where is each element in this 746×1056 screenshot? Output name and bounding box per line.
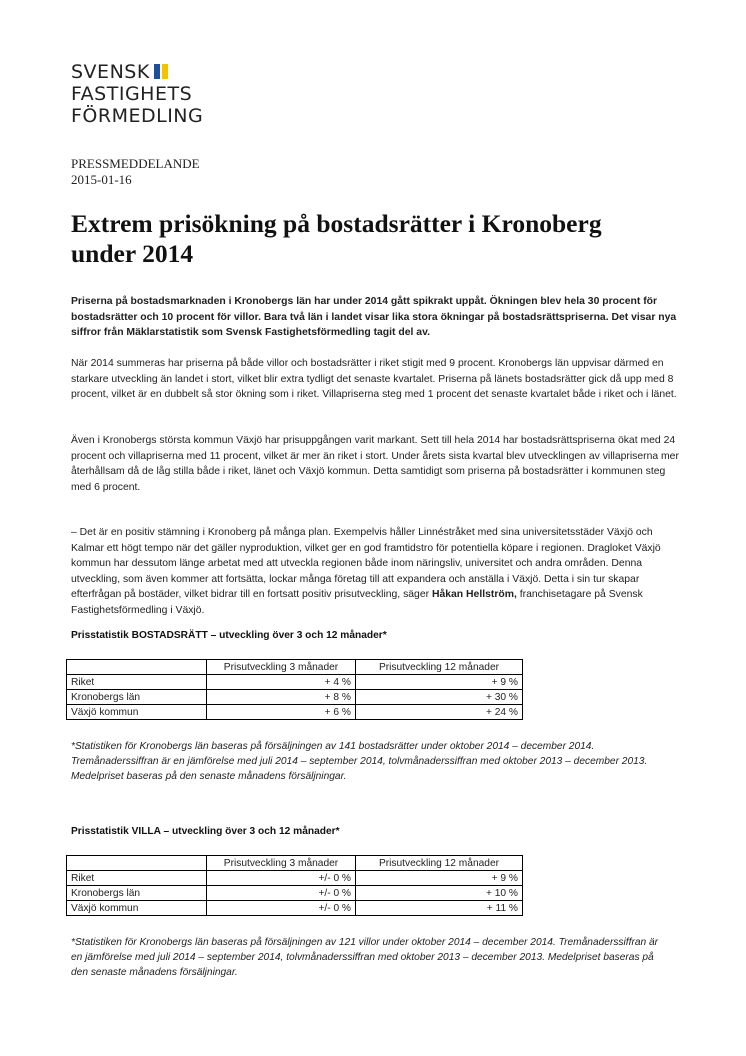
table-corner-cell — [67, 856, 207, 871]
bostadsratt-footnote: *Statistiken för Kronobergs län baseras på försäljningen av 141 bostadsrätter under oktober 2014 – december 2014. Tremånaderssiffran är en jämförelse med juli 2014 – september 2014, tolvmånaderssiffran med oktober 2013 – december 2013. Medelpriset baseras på den senaste månadens försäljningar. — [71, 741, 648, 782]
press-label: PRESSMEDDELANDE — [71, 156, 200, 171]
logo-line-1: SVENSK — [71, 61, 150, 83]
col-12-months: Prisutveckling 12 månader — [356, 856, 523, 871]
value-12m-cell: + 24 % — [356, 705, 523, 720]
region-cell: Riket — [67, 675, 207, 690]
table-row — [67, 690, 523, 705]
logo-line-3: FÖRMEDLING — [71, 105, 204, 127]
body-paragraph-1: När 2014 summeras har priserna på både villor och bostadsrätter i riket stigit med 9 procent. Kronobergs län uppvisar därmed en starkare utveckling än landet i stort, vilket blir extra tydligt det senaste kvartalet. Priserna på länets bostadsrätter gick då upp med 8 procent, vilket är en dubbelt så stor ökning som i riket. Villapriserna steg med 1 procent det senaste kvartalet både i riket och i länet. — [71, 358, 677, 400]
region-cell: Riket — [67, 871, 207, 886]
value-12m-cell: + 9 % — [356, 871, 523, 886]
page-title: Extrem prisökning på bostadsrätter i Kronoberg under 2014 — [71, 209, 602, 268]
value-12m-cell: + 30 % — [356, 690, 523, 705]
col-3-months: Prisutveckling 3 månader — [207, 660, 356, 675]
region-cell: Växjö kommun — [67, 901, 207, 916]
col-3-months: Prisutveckling 3 månader — [207, 856, 356, 871]
value-3m-cell: + 4 % — [207, 675, 356, 690]
table-header-row — [67, 660, 523, 675]
bostadsratt-table-title: Prisstatistik BOSTADSRÄTT – utveckling över 3 och 12 månader* — [71, 630, 387, 641]
villa-footnote: *Statistiken för Kronobergs län baseras på försäljningen av 121 villor under oktober 2014 – december 2014. Tremånaderssiffran är en jämförelse med juli 2014 – september 2014, tolvmånaderssiffran med oktober 2013 – december 2013. Medelpriset baseras på den senaste månadens försäljningar. — [71, 937, 659, 978]
press-date: 2015-01-16 — [71, 172, 132, 187]
table-corner-cell — [67, 660, 207, 675]
value-12m-cell: + 11 % — [356, 901, 523, 916]
press-header — [71, 156, 200, 188]
value-3m-cell: +/- 0 % — [207, 871, 356, 886]
villa-table — [66, 855, 523, 916]
company-logo — [71, 61, 203, 127]
region-cell: Kronobergs län — [67, 886, 207, 901]
region-cell: Växjö kommun — [67, 705, 207, 720]
value-3m-cell: +/- 0 % — [207, 886, 356, 901]
table-row — [67, 901, 523, 916]
table-header-row — [67, 856, 523, 871]
col-12-months: Prisutveckling 12 månader — [356, 660, 523, 675]
value-12m-cell: + 10 % — [356, 886, 523, 901]
quote-suffix: franchisetagare på Svensk Fastighetsförmedling i Växjö. — [71, 589, 643, 616]
flag-blue-bar — [154, 64, 160, 79]
value-12m-cell: + 9 % — [356, 675, 523, 690]
quote-speaker: Håkan Hellström, — [431, 589, 517, 600]
table-row — [67, 886, 523, 901]
value-3m-cell: + 8 % — [207, 690, 356, 705]
quote-text: – Det är en positiv stämning i Kronoberg på många plan. Exempelvis håller Linnéstråket med sina universitetsstäder Växjö och Kalmar ett högt tempo när det gäller nyproduktion, vilket ger en god framtidstro för potentiella köpare i regionen. Dragloket Växjö kommun har dessutom länge arbetat med att utveckla regionen både inom näringsliv, universitet och andra områden. Denna utveckling, som även kommer att fortsätta, lockar många företag till att expandera och anställa i Växjö. Detta i sin tur skapar efterfrågan på bostäder, vilket bidrar till en fortsatt positiv prisutveckling, säger — [71, 527, 661, 600]
swedish-flag-icon — [154, 62, 168, 77]
value-3m-cell: +/- 0 % — [207, 901, 356, 916]
flag-yellow-bar — [162, 64, 168, 79]
value-3m-cell: + 6 % — [207, 705, 356, 720]
logo-line-2: FASTIGHETS — [71, 83, 193, 105]
lead-paragraph: Priserna på bostadsmarknaden i Kronobergs län har under 2014 gått spikrakt uppåt. Ökningen blev hela 30 procent för bostadsrätter och 10 procent för villor. Bara två län i landet visar lika stora ökningar på bostadsrättspriserna. Det visar nya siffror från Mäklarstatistik som Svensk Fastighetsförmedling tagit del av. — [71, 296, 677, 338]
table-row — [67, 705, 523, 720]
body-paragraph-2: Även i Kronobergs största kommun Växjö har prisuppgången varit markant. Sett till hela 2014 har bostadsrättspriserna ökat med 24 procent och villapriserna med 11 procent, vilket är mer än riket i stort. Under årets sista kvartal blev utvecklingen av villapriserna mer återhållsam då de låg stilla både i riket, länet och Växjö kommun. Detta samtidigt som priserna på bostadsrätter i kommunen steg med 6 procent. — [71, 435, 679, 493]
region-cell: Kronobergs län — [67, 690, 207, 705]
bostadsratt-table — [66, 659, 523, 720]
table-row — [67, 871, 523, 886]
table-row — [67, 675, 523, 690]
villa-table-title: Prisstatistik VILLA – utveckling över 3 och 12 månader* — [71, 826, 340, 837]
body-paragraph-3 — [71, 525, 681, 618]
